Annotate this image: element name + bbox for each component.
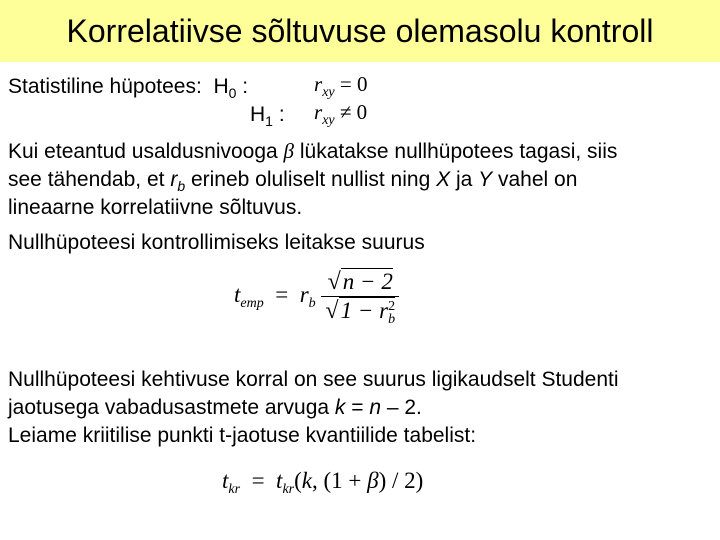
paragraph1-line1: Kui eteantud usaldusnivooga β lükatakse nullhüpotees tagasi, siis [8, 139, 618, 163]
paragraph3-line1: Nullhüpoteesi kehtivuse korral on see suurus ligikaudselt Studenti [8, 368, 619, 391]
formula1-fraction: $\frac{√n - 2}{√1 - r^2_b}$ [321, 268, 399, 325]
h0-label: $H_0$ : [213, 75, 249, 101]
hypothesis-h0-line [8, 74, 248, 99]
h0-expression: $r_{xy} = 0$ [314, 72, 368, 100]
hypothesis-label: Statistiline hüpotees: [8, 75, 202, 98]
paragraph3-line2: jaotusega vabadusastmete arvuga k = n – 2. [8, 396, 422, 419]
page-title: Korrelatiivse sõltuvuse olemasolu kontroll [66, 13, 654, 49]
h1-expression: $r_{xy} \ne 0$ [314, 100, 368, 128]
paragraph1-line3: lineaarne korrelatiivne sõltuvus. [8, 196, 303, 219]
formula-t-emp: $t_{emp} = r_b$ $\frac{√n - 2}{√1 - r^2_b}$ [234, 268, 399, 325]
paragraph1-line2: see tähendab, et $r_b$ erineb oluliselt nullist ning X ja Y vahel on [8, 168, 578, 194]
h1-label: $H_1$ : [250, 103, 285, 129]
title-bar [0, 0, 720, 62]
beta-symbol: β [283, 139, 295, 163]
paragraph2: Nullhüpoteesi kontrollimiseks leitakse suurus [8, 231, 425, 254]
formula-t-kr: $t_{kr} = t_{kr}(k$, (1 + β) / 2) [222, 468, 424, 497]
paragraph3-line3: Leiame kriitilise punkti t-jaotuse kvantiilide tabelist: [8, 424, 477, 447]
